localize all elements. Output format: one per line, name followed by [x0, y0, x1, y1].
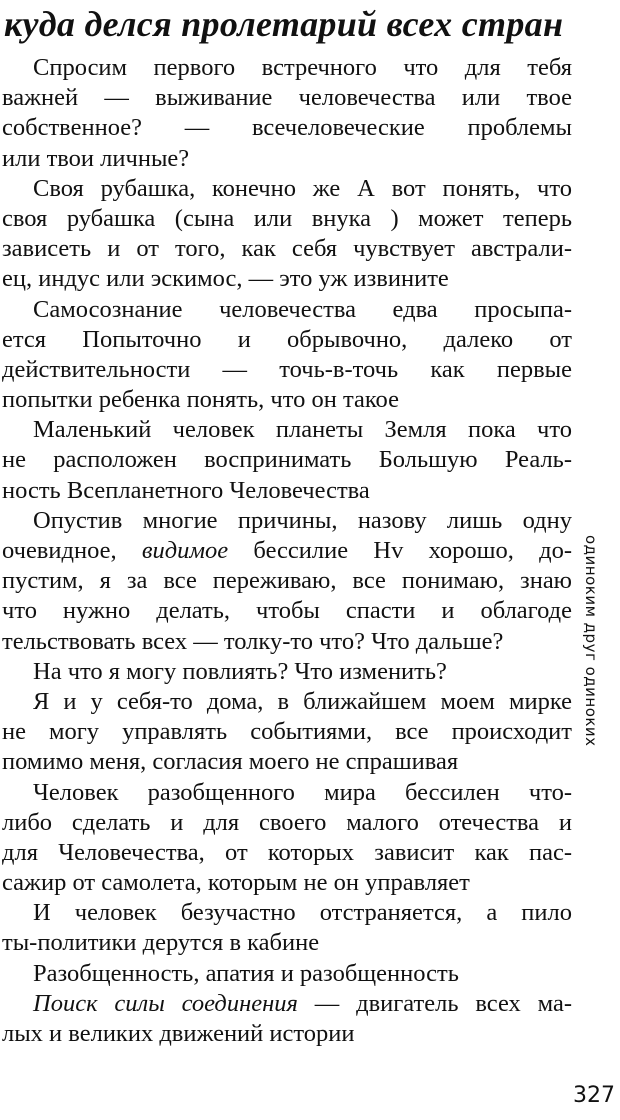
side-title: одиноким друг одиноких: [582, 535, 600, 747]
text-line: [2, 536, 572, 566]
text-line: И человек безучастно отстраняется, а пило: [33, 899, 572, 927]
italic-emphasis: видимое: [141, 537, 229, 564]
page-number: 327: [573, 1083, 615, 1108]
text-line: помимо меня, согласия моего не спрашивая: [2, 748, 459, 776]
text-line: важней — выживание человечества или твое: [2, 84, 572, 112]
text-line: Своя рубашка, конечно же А вот понять, что: [33, 174, 572, 202]
text-line: попытки ребенка понять, что он такое: [2, 386, 399, 414]
text-line: Опустив многие причины, назову лишь одну: [33, 506, 572, 534]
text-line: либо сделать и для своего малого отечества и: [2, 808, 572, 836]
text-line: собственное? — всечеловеческие проблемы: [2, 114, 572, 142]
text-line: или твои личные?: [2, 144, 190, 172]
text-line: ется Попыточно и обрывочно, далеко от: [2, 325, 572, 353]
text-line: тельствовать всех — толку-то что? Что дальше?: [2, 627, 504, 655]
text-run: очевидное,: [2, 537, 142, 564]
text-line: действительности — точь-в-точь как первые: [2, 355, 572, 383]
text-run: бессилие Hv хорошо, до-: [228, 537, 572, 564]
text-line: не могу управлять событиями, все происходит: [2, 718, 572, 746]
running-head: куда делся пролетарий всех стран: [4, 4, 564, 44]
text-line: зависеть и от того, как себя чувствует австрали-: [2, 235, 572, 263]
text-line: своя рубашка (сына или внука ) может теперь: [2, 204, 572, 232]
text-run: — двигатель всех ма-: [297, 989, 573, 1017]
text-line: для Человечества, от которых зависит как пас-: [2, 838, 572, 866]
text-line: Самосознание человечества едва просыпа-: [33, 295, 572, 323]
text-line: не расположен воспринимать Большую Реаль-: [2, 446, 572, 474]
text-line: ты-политики дерутся в кабине: [2, 929, 320, 957]
text-line: Я и у себя-то дома, в ближайшем моем мирке: [33, 687, 572, 715]
text-line: Человек разобщенного мира бессилен что-: [33, 778, 572, 806]
text-line: На что я могу повлиять? Что изменить?: [33, 657, 447, 685]
text-line: лых и великих движений истории: [2, 1020, 355, 1047]
text-line: что нужно делать, чтобы спасти и облагоде: [2, 597, 572, 625]
text-line: Маленький человек планеты Земля пока что: [33, 416, 572, 444]
text-line: [2, 989, 572, 1019]
text-line: ец, индус или эскимос, — это уж извините: [2, 265, 449, 293]
text-line: ность Всепланетного Человечества: [2, 476, 370, 504]
text-line: пустим, я за все переживаю, все понимаю, знаю: [2, 567, 572, 595]
text-line: Разобщенность, апатия и разобщенность: [33, 959, 459, 987]
body-text: [2, 53, 572, 1049]
italic-emphasis: Поиск силы соединения: [33, 989, 298, 1017]
text-line: Спросим первого встречного что для тебя: [33, 54, 572, 81]
text-line: сажир от самолета, которым не он управляет: [2, 869, 470, 897]
